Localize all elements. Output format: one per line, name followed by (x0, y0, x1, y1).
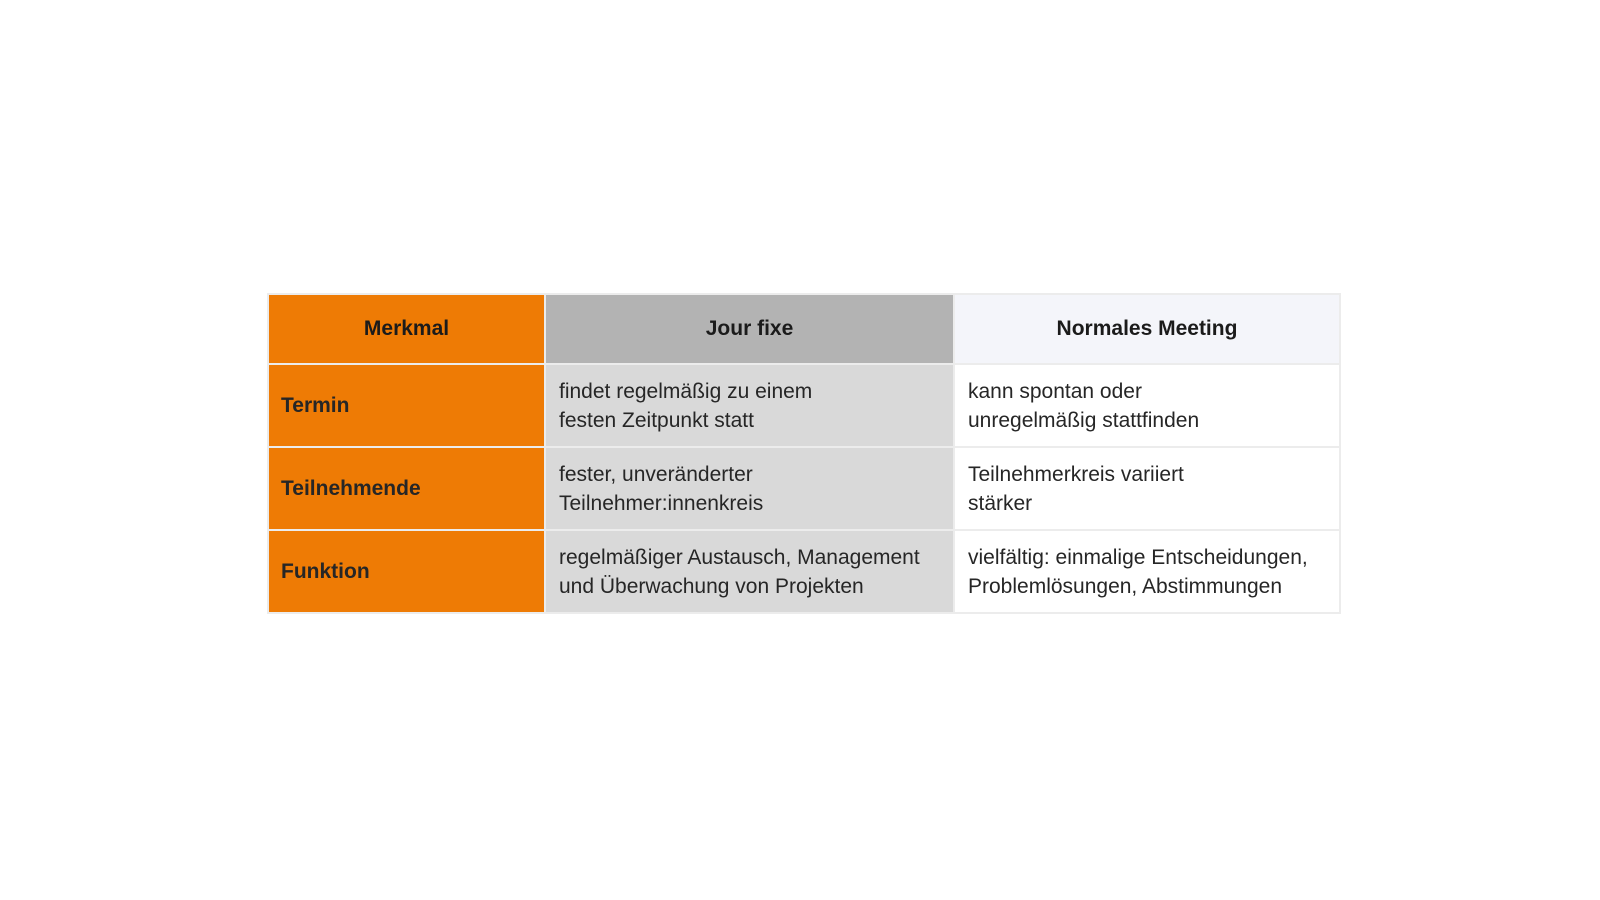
cell-line: Problemlösungen, Abstimmungen (968, 574, 1283, 598)
row-label-teilnehmende: Teilnehmende (268, 447, 545, 530)
row-label-funktion: Funktion (268, 530, 545, 613)
cell-line: und Überwachung von Projekten (559, 574, 864, 598)
header-normal-meeting: Normales Meeting (954, 294, 1340, 364)
cell-line: Teilnehmerkreis variiert (968, 462, 1184, 486)
cell-normal-meeting (954, 447, 1340, 530)
cell-line: vielfältig: einmalige Entscheidungen, (968, 545, 1308, 569)
table-row (268, 447, 1340, 530)
table-row (268, 364, 1340, 447)
cell-line: festen Zeitpunkt statt (559, 408, 754, 432)
table-header-row (268, 294, 1340, 364)
row-label-termin: Termin (268, 364, 545, 447)
cell-line: stärker (968, 491, 1033, 515)
comparison-table (267, 293, 1341, 614)
cell-normal-meeting (954, 364, 1340, 447)
cell-jour-fixe (545, 364, 954, 447)
table-row (268, 530, 1340, 613)
cell-normal-meeting (954, 530, 1340, 613)
cell-line: findet regelmäßig zu einem (559, 379, 813, 403)
header-feature: Merkmal (268, 294, 545, 364)
cell-line: Teilnehmer:innenkreis (559, 491, 764, 515)
cell-line: regelmäßiger Austausch, Management (559, 545, 920, 569)
cell-line: fester, unveränderter (559, 462, 753, 486)
header-jour-fixe: Jour fixe (545, 294, 954, 364)
cell-jour-fixe (545, 530, 954, 613)
cell-jour-fixe (545, 447, 954, 530)
cell-line: kann spontan oder (968, 379, 1142, 403)
cell-line: unregelmäßig stattfinden (968, 408, 1200, 432)
